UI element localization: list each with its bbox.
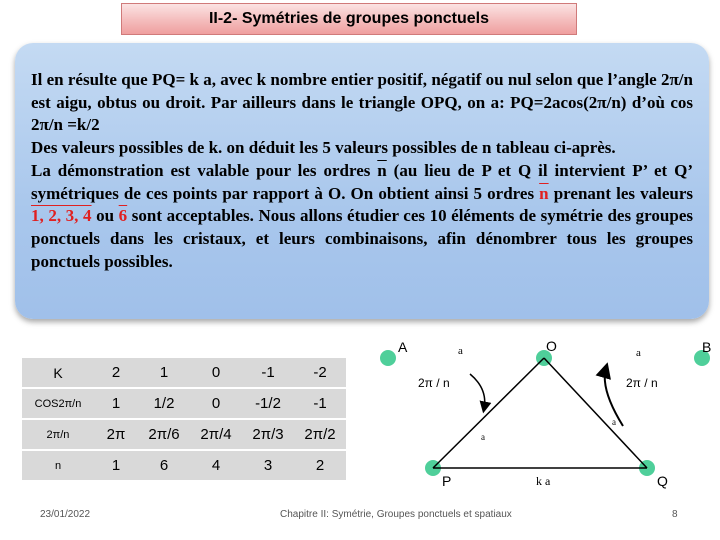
footer-page-number: 8	[672, 509, 678, 520]
label-q: Q	[657, 473, 668, 489]
side-op	[433, 358, 544, 468]
table-cell: 1	[94, 388, 138, 419]
table-cell: 4	[190, 450, 242, 481]
table-cell: 2π/2	[294, 419, 346, 450]
table-cell: 2π	[94, 419, 138, 450]
table-cell: 3	[242, 450, 294, 481]
row-label-cos: COS2π/n	[22, 388, 94, 419]
label-side-right: a	[612, 417, 616, 427]
table-cell: 6	[138, 450, 190, 481]
label-side-left: a	[481, 432, 485, 442]
table-row	[22, 450, 346, 481]
footer-date: 23/01/2022	[40, 509, 91, 520]
side-oq	[544, 358, 647, 468]
table-cell: -1/2	[242, 388, 294, 419]
slide-title-text: II-2- Symétries de groupes ponctuels	[208, 10, 490, 27]
table-cell: 2π/6	[138, 419, 190, 450]
label-p: P	[442, 473, 452, 489]
row-label-n: n	[22, 450, 94, 481]
paragraph-3-part-b: (au lieu de P et Q il intervient P’ et Q’ symétriques de ces points par rapport à O. On obtient ainsi 5 ordres	[31, 160, 693, 203]
rotation-arrow-left	[470, 374, 485, 409]
paragraph-2: Des valeurs possibles de k. on déduit les 5 valeurs possibles de n tableau ci-après.	[31, 138, 616, 158]
row-label-k: K	[22, 358, 94, 388]
table-cell: 2	[294, 450, 346, 481]
table-cell: -1	[294, 388, 346, 419]
n-bar-symbol-red: $\overline{n}$	[539, 183, 549, 203]
slide-title	[121, 3, 577, 35]
content-text	[31, 69, 693, 273]
label-a-left: a	[458, 345, 463, 357]
label-angle-right: 2π / n	[626, 376, 658, 390]
label-a: A	[398, 339, 408, 355]
allowed-values: 1, 2, 3, 4	[31, 206, 92, 226]
table-cell: -2	[294, 358, 346, 388]
table-cell: 2π/3	[242, 419, 294, 450]
allowed-value-6: 6	[118, 206, 128, 226]
content-box	[15, 43, 709, 319]
table-cell: 0	[190, 358, 242, 388]
paragraph-3-part-e: sont acceptables. Nous allons étudier ces 10 éléments de symétrie des groupes ponctuels dans les cristaux, et leurs combinaisons, afin dénombrer tous les groupes ponctuels possibles.	[31, 206, 693, 271]
table-row	[22, 419, 346, 450]
values-table	[22, 358, 346, 482]
table-cell: 1/2	[138, 388, 190, 419]
geometry-diagram	[378, 334, 720, 494]
paragraph-3-part-c: prenant les valeurs	[548, 183, 694, 203]
row-label-angle: 2π/n	[22, 419, 94, 450]
table-cell: 1	[138, 358, 190, 388]
table-cell: 0	[190, 388, 242, 419]
label-a-right: a	[636, 347, 641, 359]
label-ka: k a	[536, 474, 551, 488]
paragraph-3-part-a: La démonstration est valable pour les ordres	[31, 160, 378, 180]
table-cell: 2	[94, 358, 138, 388]
label-b: B	[702, 339, 712, 355]
table-cell: 2π/4	[190, 419, 242, 450]
footer-chapter: Chapitre II: Symétrie, Groupes ponctuels et spatiaux	[280, 509, 512, 520]
paragraph-1: Il en résulte que PQ= k a, avec k nombre entier positif, négatif ou nul selon que l’angle 2π/n est aigu, obtus ou droit. Par ailleurs dans le triangle OPQ, on a: PQ=2acos(2π/n) d’où cos 2π/n =k/2	[31, 70, 693, 135]
n-bar-symbol: $\overline{n}$	[377, 160, 387, 180]
point-a-dot	[380, 350, 396, 366]
table-row	[22, 358, 346, 388]
paragraph-3-part-d: ou	[91, 206, 119, 226]
label-angle-left: 2π / n	[418, 376, 450, 390]
label-o: O	[546, 338, 557, 354]
table-row	[22, 388, 346, 419]
table-cell: -1	[242, 358, 294, 388]
table-cell: 1	[94, 450, 138, 481]
